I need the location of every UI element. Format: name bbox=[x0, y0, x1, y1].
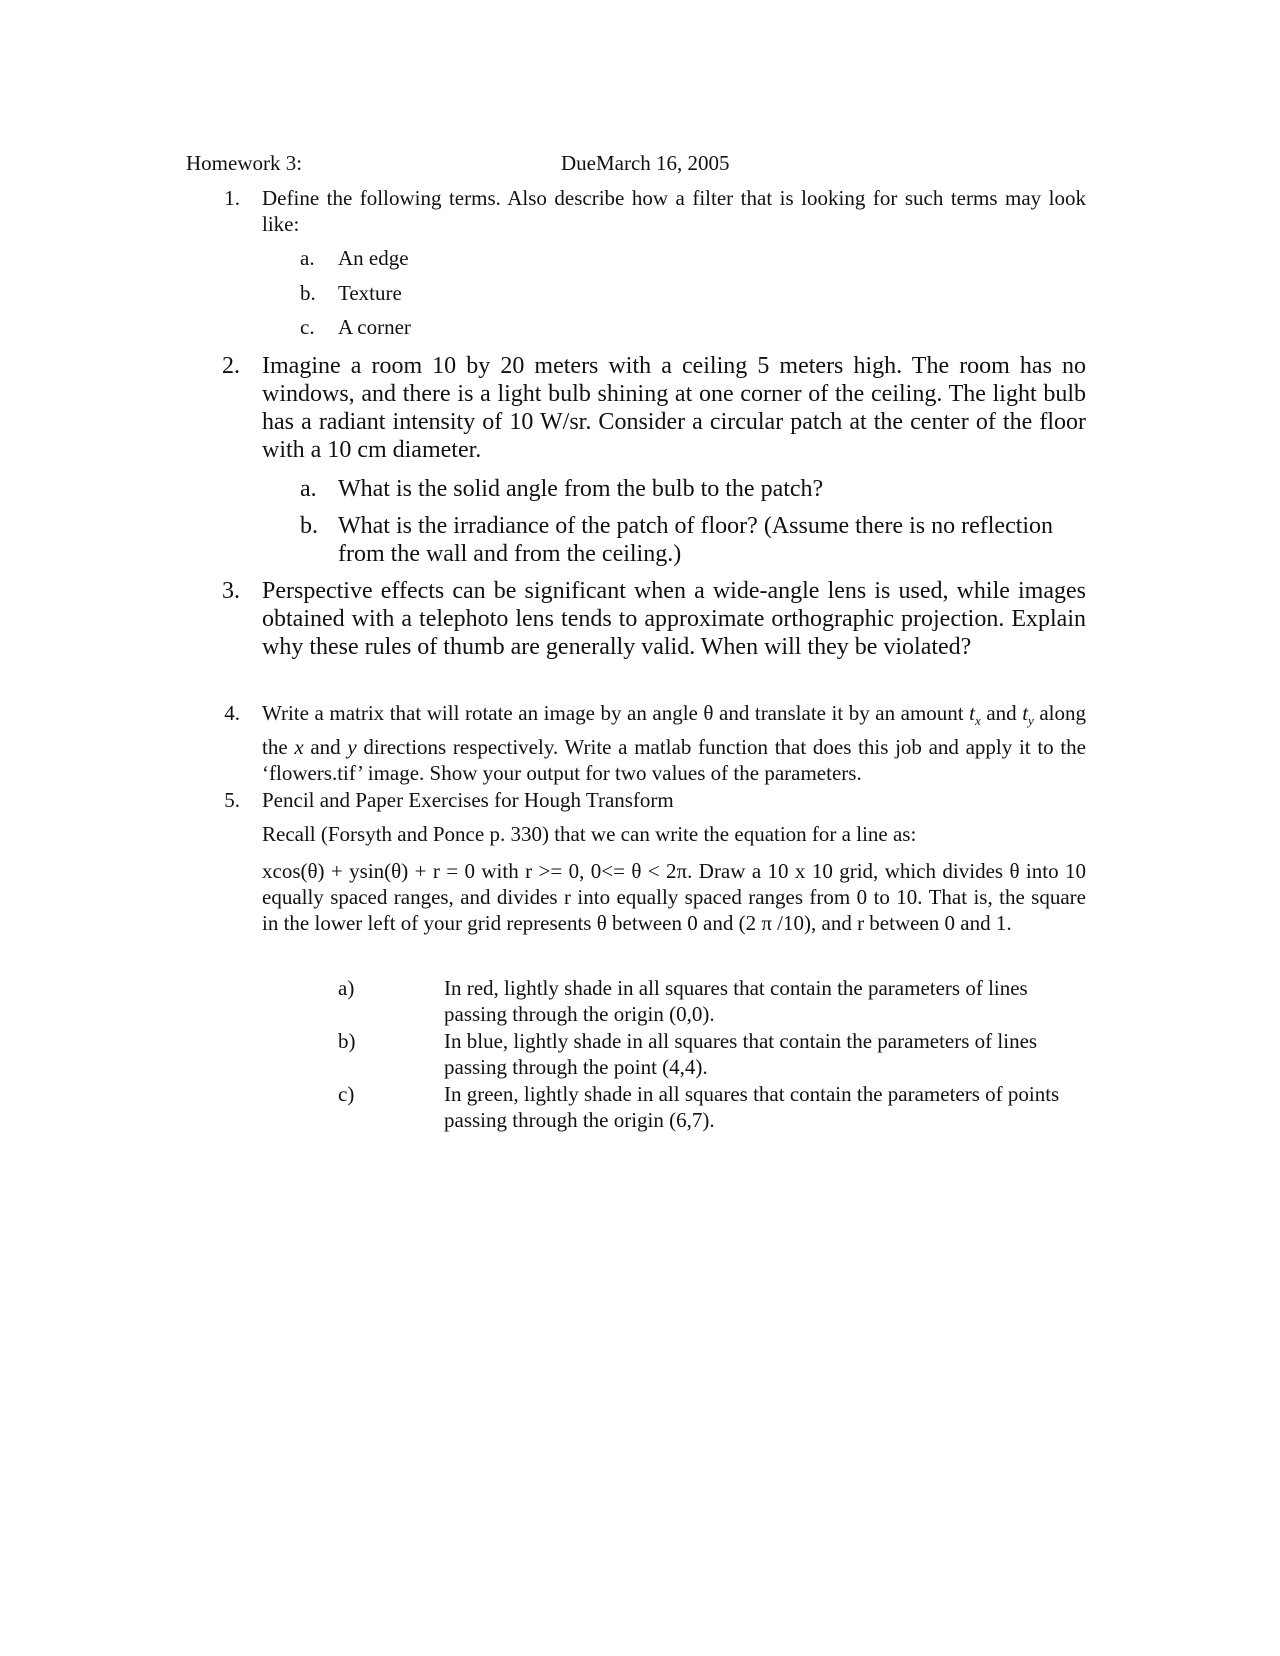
q5-number: 5. bbox=[224, 788, 240, 812]
q5-equation-text: xcos(θ) + ysin(θ) + r = 0 with r >= 0, 0<= θ < 2π. Draw a 10 x 10 grid, which divides θ into 10 equally spaced ranges, and divides r into equally spaced ranges from 0 to 10. That is, the square in the lower left of your grid represents θ between 0 and (2 π /10), and r between 0 and 1. bbox=[262, 859, 1086, 935]
q3-text: Perspective effects can be significant when a wide-angle lens is used, while images obtained with a telephoto lens tends to approximate orthographic projection. Explain why these rules of thumb are generally valid. When will they be violated? bbox=[262, 578, 1086, 660]
q1-text: Define the following terms. Also describe how a filter that is looking for such terms may look like: bbox=[262, 186, 1086, 236]
homework-title: Homework 3: bbox=[186, 151, 303, 175]
q1-item-b-letter: b. bbox=[300, 281, 316, 305]
q5-recall: Recall (Forsyth and Ponce p. 330) that we can write the equation for a line as: bbox=[262, 822, 917, 846]
q5-item-a-letter: a) bbox=[338, 976, 355, 1000]
q4-number: 4. bbox=[224, 701, 240, 725]
due-date: DueMarch 16, 2005 bbox=[561, 151, 730, 175]
q2-item-b-text: What is the irradiance of the patch of floor? (Assume there is no reflection from the wall and from the ceiling.) bbox=[338, 513, 1054, 567]
q5-item-c-text: In green, lightly shade in all squares that contain the parameters of points passing through the origin (6,7). bbox=[444, 1082, 1060, 1132]
q3-number: 3. bbox=[222, 578, 240, 604]
q5-item-b-text: In blue, lightly shade in all squares that contain the parameters of lines passing through the point (4,4). bbox=[444, 1029, 1038, 1079]
q1-number: 1. bbox=[224, 186, 240, 210]
q5-item-c-letter: c) bbox=[338, 1082, 355, 1106]
q2-text: Imagine a room 10 by 20 meters with a ceiling 5 meters high. The room has no windows, and there is a light bulb shining at one corner of the ceiling. The light bulb has a radiant intensity of 10 W/sr. Consider a circular patch at the center of the floor with a 10 cm diameter. bbox=[262, 353, 1086, 463]
q4-text: Write a matrix that will rotate an image by an angle θ and translate it by an amount $t_x$ and $t_y$ along the x and y directions respectively. Write a matlab function that does this job and apply it to the ‘flowers.tif’ image. Show your output for two values of the parameters. bbox=[262, 701, 1087, 786]
q1-item-a-letter: a. bbox=[300, 246, 315, 270]
q1-item-c-letter: c. bbox=[300, 315, 315, 339]
q5-item-a-text: In red, lightly shade in all squares that contain the parameters of lines passing through the origin (0,0). bbox=[444, 976, 1028, 1026]
q5-title: Pencil and Paper Exercises for Hough Transform bbox=[262, 788, 674, 812]
q1-item-a-text: An edge bbox=[338, 246, 409, 270]
q2-number: 2. bbox=[222, 353, 240, 379]
q1-item-b-text: Texture bbox=[338, 281, 402, 305]
q2-item-a-letter: a. bbox=[300, 476, 317, 502]
q2-item-b-letter: b. bbox=[300, 513, 318, 539]
q1-item-c-text: A corner bbox=[338, 315, 411, 339]
q5-item-b-letter: b) bbox=[338, 1029, 356, 1053]
q2-item-a-text: What is the solid angle from the bulb to the patch? bbox=[338, 476, 824, 502]
